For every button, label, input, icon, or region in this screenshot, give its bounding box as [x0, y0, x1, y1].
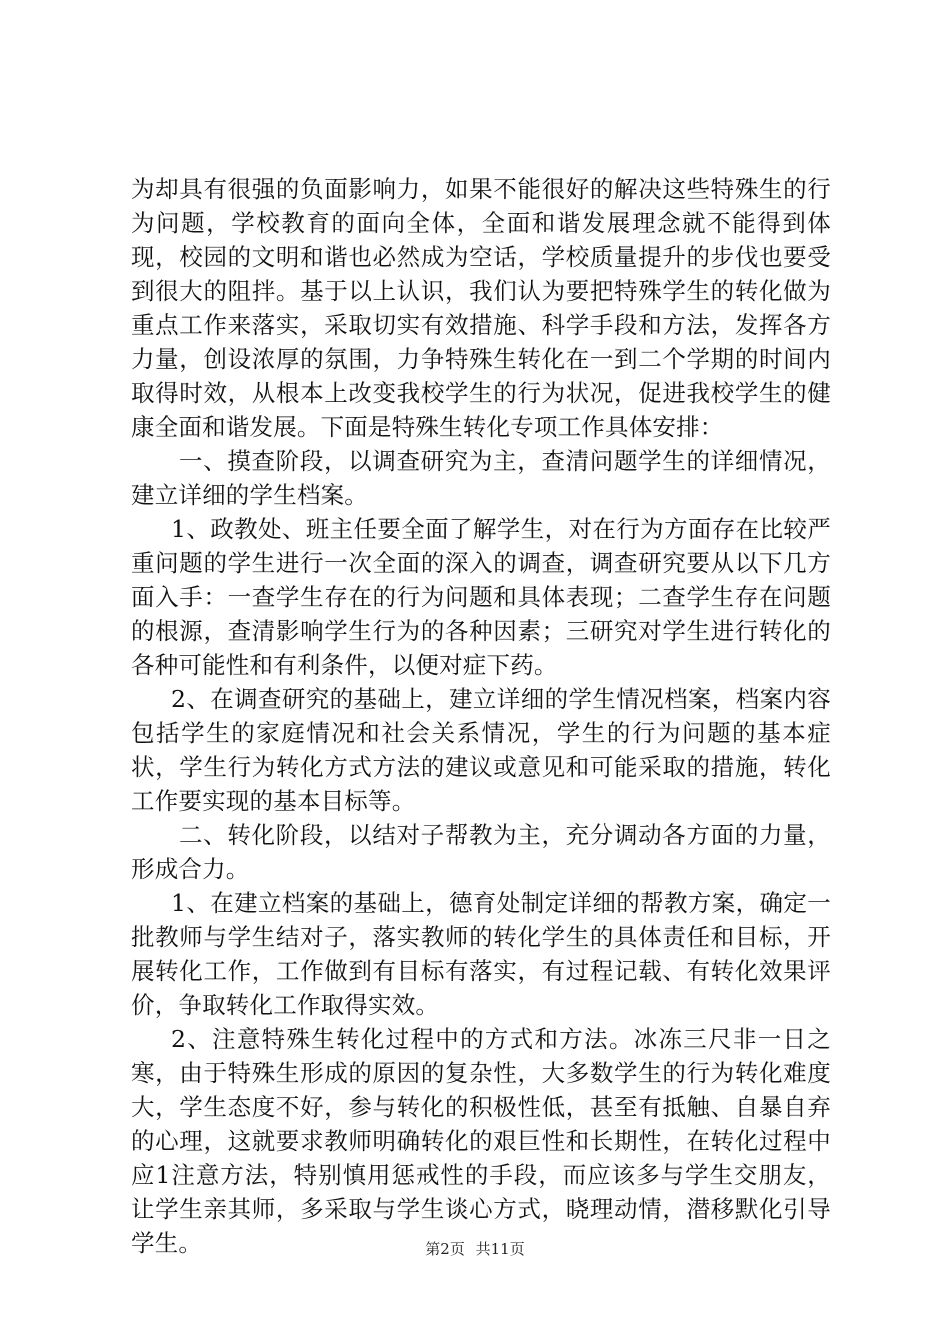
body-paragraph-continuation: 为却具有很强的负面影响力，如果不能很好的解决这些特殊生的行为问题，学校教育的面向全体，全面和谐发展理念就不能得到体现，校园的文明和谐也必然成为空话，学校质量提升的步伐也要受到很大的阻拌。基于以上认识，我们认为要把特殊学生的转化做为重点工作来落实，采取切实有效措施、科学手段和方法，发挥各方力量，创设浓厚的氛围，力争特殊生转化在一到二个学期的时间内取得时效，从根本上改变我校学生的行为状况，促进我校学生的健康全面和谐发展。下面是特殊生转化专项工作具体安排：: [131, 175, 831, 441]
list-item-transformation-1: 1、在建立档案的基础上，德育处制定详细的帮教方案，确定一批教师与学生结对子，落实教师的转化学生的具体责任和目标，开展转化工作，工作做到有目标有落实，有过程记载、有转化效果评价，争取转化工作取得实效。: [131, 889, 831, 1019]
page-number: 第2页: [425, 1240, 465, 1258]
section-heading-investigation: 一、摸查阶段，以调查研究为主，查清问题学生的详细情况，建立详细的学生档案。: [131, 447, 831, 509]
list-item-investigation-1: 1、政教处、班主任要全面了解学生，对在行为方面存在比较严重问题的学生进行一次全面的深入的调查，调查研究要从以下几方面入手：一查学生存在的行为问题和具体表现；二查学生存在问题的根源，查清影响学生行为的各种因素；三研究对学生进行转化的各种可能性和有利条件，以便对症下药。: [131, 515, 831, 679]
section-heading-transformation: 二、转化阶段，以结对子帮教为主，充分调动各方面的力量，形成合力。: [131, 821, 831, 883]
document-body: [131, 172, 831, 1260]
page-footer: [0, 1238, 950, 1259]
list-item-transformation-2: 2、注意特殊生转化过程中的方式和方法。冰冻三尺非一日之寒，由于特殊生形成的原因的复杂性，大多数学生的行为转化难度大，学生态度不好，参与转化的积极性低，甚至有抵触、自暴自弃的心理，这就要求教师明确转化的艰巨性和长期性，在转化过程中应1注意方法，特别慎用惩戒性的手段，而应该多与学生交朋友，让学生亲其师，多采取与学生谈心方式，晓理动情，潜移默化引导学生。: [131, 1025, 831, 1257]
page-total: 共11页: [475, 1240, 525, 1258]
list-item-investigation-2: 2、在调查研究的基础上，建立详细的学生情况档案，档案内容包括学生的家庭情况和社会关系情况，学生的行为问题的基本症状，学生行为转化方式方法的建议或意见和可能采取的措施，转化工作要实现的基本目标等。: [131, 685, 831, 815]
